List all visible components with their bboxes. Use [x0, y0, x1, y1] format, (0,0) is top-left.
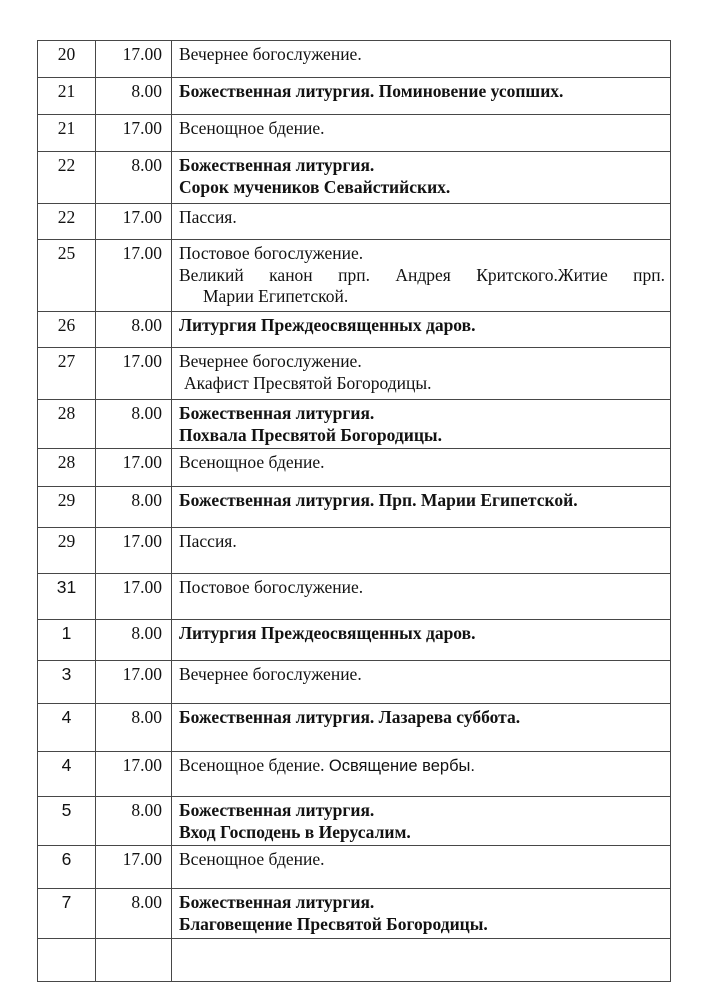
time-cell: 8.00: [96, 797, 172, 846]
table-row: [38, 115, 671, 152]
table-row: [38, 348, 671, 400]
time-cell: 8.00: [96, 400, 172, 449]
service-cell: [172, 312, 671, 348]
date-cell: 4: [38, 752, 96, 797]
service-line: [179, 315, 665, 337]
service-cell: [172, 487, 671, 528]
service-line: [179, 286, 665, 308]
date-cell: 28: [38, 449, 96, 487]
date-cell: 31: [38, 574, 96, 620]
service-text: Вечернее богослужение.: [179, 664, 362, 684]
service-line: [179, 351, 665, 373]
table-row: [38, 204, 671, 240]
time-cell: 17.00: [96, 661, 172, 704]
time-cell: 8.00: [96, 620, 172, 661]
service-text: Пассия.: [179, 531, 237, 551]
service-cell: [172, 620, 671, 661]
service-text: Божественная литургия. Прп. Марии Египетской.: [179, 490, 578, 510]
service-line: [179, 914, 665, 936]
table-row: [38, 752, 671, 797]
table-row: [38, 889, 671, 939]
date-cell: 21: [38, 78, 96, 115]
service-cell: [172, 449, 671, 487]
service-cell: [172, 528, 671, 574]
service-cell: [172, 400, 671, 449]
service-cell: [172, 41, 671, 78]
table-row: [38, 487, 671, 528]
table-row: [38, 661, 671, 704]
table-row: [38, 620, 671, 661]
date-cell: 6: [38, 846, 96, 889]
service-line: [179, 707, 665, 729]
service-cell: [172, 704, 671, 752]
time-cell: 17.00: [96, 752, 172, 797]
service-text: Марии Египетской.: [203, 286, 349, 306]
time-cell: 17.00: [96, 115, 172, 152]
service-line: [179, 425, 665, 447]
table-row: [38, 240, 671, 312]
date-cell: 5: [38, 797, 96, 846]
time-cell: 8.00: [96, 78, 172, 115]
time-cell: 17.00: [96, 348, 172, 400]
service-text: Божественная литургия.: [179, 892, 375, 912]
service-text: Постовое богослужение.: [179, 577, 364, 597]
date-cell: 3: [38, 661, 96, 704]
service-text: Вход Господень в Иерусалим.: [179, 821, 411, 842]
service-line: [179, 490, 665, 512]
service-cell: [172, 574, 671, 620]
service-cell: [172, 889, 671, 939]
service-cell: [172, 204, 671, 240]
time-cell: 17.00: [96, 846, 172, 889]
service-text: Освящение вербы.: [328, 757, 475, 775]
service-line: [179, 623, 665, 645]
table-row: [38, 78, 671, 115]
date-cell: 7: [38, 889, 96, 939]
date-cell: 22: [38, 204, 96, 240]
table-row: [38, 528, 671, 574]
service-text: Божественная литургия. Поминовение усопших.: [179, 81, 564, 101]
service-text: Великий канон прп. Андрея Критского.Житие прп.: [179, 264, 665, 285]
service-text: Постовое богослужение.: [179, 243, 364, 263]
service-line: [179, 265, 665, 287]
service-text: Божественная литургия.: [179, 800, 375, 820]
table-row: [38, 449, 671, 487]
schedule-table: [37, 40, 671, 982]
schedule-table-body: [38, 41, 671, 982]
service-line: [179, 892, 665, 914]
service-text: Акафист Пресвятой Богородицы.: [184, 372, 432, 393]
service-cell: [172, 115, 671, 152]
service-cell: [172, 152, 671, 204]
service-line: [179, 177, 665, 199]
date-cell: 22: [38, 152, 96, 204]
service-text: Вечернее богослужение.: [179, 44, 362, 64]
service-cell: [172, 797, 671, 846]
service-line: [179, 373, 665, 395]
date-cell: 29: [38, 487, 96, 528]
date-cell: 1: [38, 620, 96, 661]
time-cell: 8.00: [96, 889, 172, 939]
time-cell: 17.00: [96, 41, 172, 78]
table-row: [38, 41, 671, 78]
date-cell: 26: [38, 312, 96, 348]
date-cell: [38, 939, 96, 982]
service-line: [179, 403, 665, 425]
date-cell: 21: [38, 115, 96, 152]
time-cell: 17.00: [96, 240, 172, 312]
service-line: [179, 44, 665, 66]
table-row: [38, 939, 671, 982]
time-cell: [96, 939, 172, 982]
service-line: [179, 243, 665, 265]
service-line: [179, 452, 665, 474]
service-line: [179, 81, 665, 103]
time-cell: 8.00: [96, 487, 172, 528]
service-line: [179, 207, 665, 229]
service-text: Похвала Пресвятой Богородицы.: [179, 424, 442, 445]
table-row: [38, 312, 671, 348]
service-cell: [172, 661, 671, 704]
time-cell: 8.00: [96, 152, 172, 204]
service-text: Божественная литургия. Лазарева суббота.: [179, 707, 521, 727]
service-line: [179, 800, 665, 822]
date-cell: 4: [38, 704, 96, 752]
time-cell: 17.00: [96, 204, 172, 240]
date-cell: 28: [38, 400, 96, 449]
service-text: Божественная литургия.: [179, 403, 375, 423]
service-cell: [172, 846, 671, 889]
date-cell: 20: [38, 41, 96, 78]
service-line: [179, 577, 665, 599]
service-text: Божественная литургия.: [179, 155, 375, 175]
service-text: Благовещение Пресвятой Богородицы.: [179, 913, 488, 934]
service-text: Литургия Преждеосвященных даров.: [179, 315, 476, 335]
service-line: [179, 664, 665, 686]
time-cell: 8.00: [96, 312, 172, 348]
date-cell: 29: [38, 528, 96, 574]
service-text: Вечернее богослужение.: [179, 351, 362, 371]
table-row: [38, 574, 671, 620]
service-text: Всенощное бдение.: [179, 849, 325, 869]
date-cell: 27: [38, 348, 96, 400]
service-text: Литургия Преждеосвященных даров.: [179, 623, 476, 643]
service-cell: [172, 348, 671, 400]
table-row: [38, 797, 671, 846]
service-cell: [172, 240, 671, 312]
service-text: Пассия.: [179, 207, 237, 227]
service-line: [179, 155, 665, 177]
table-row: [38, 846, 671, 889]
service-line: [179, 849, 665, 871]
time-cell: 17.00: [96, 574, 172, 620]
service-cell: [172, 78, 671, 115]
service-text: Всенощное бдение.: [179, 452, 325, 472]
service-cell: [172, 939, 671, 982]
service-text: Всенощное бдение.: [179, 755, 329, 775]
service-line: [179, 755, 665, 778]
service-line: [179, 822, 665, 844]
service-line: [179, 531, 665, 553]
date-cell: 25: [38, 240, 96, 312]
time-cell: 17.00: [96, 528, 172, 574]
table-row: [38, 152, 671, 204]
table-row: [38, 704, 671, 752]
service-text: Всенощное бдение.: [179, 118, 325, 138]
table-row: [38, 400, 671, 449]
service-cell: [172, 752, 671, 797]
service-text: Сорок мучеников Севайстийских.: [179, 176, 451, 197]
time-cell: 8.00: [96, 704, 172, 752]
time-cell: 17.00: [96, 449, 172, 487]
service-line: [179, 118, 665, 140]
